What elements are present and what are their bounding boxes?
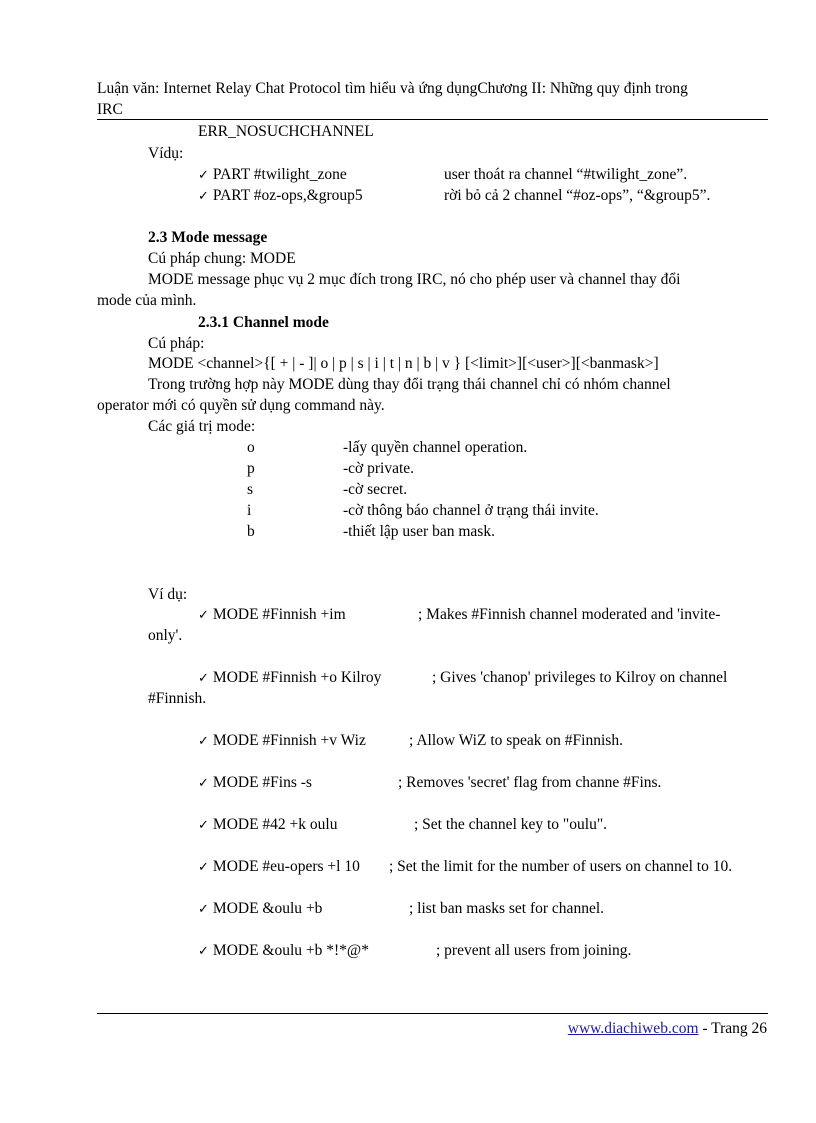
mode-example-1-desc: ; Makes #Finnish channel moderated and 'invite- <box>418 606 721 623</box>
description-line-2: operator mới có quyền sử dụng command này. <box>97 397 385 414</box>
mode-command: MODE #Finnish +im <box>212 606 346 623</box>
check-icon: ✓ <box>198 902 209 917</box>
check-icon: ✓ <box>198 776 209 791</box>
description-line-1: Trong trường hợp này MODE dùng thay đổi trạng thái channel chỉ có nhóm channel <box>148 376 671 393</box>
mode-example-3-desc: ; Allow WiZ to speak on #Finnish. <box>409 732 623 749</box>
part-example-1-desc: user thoát ra channel “#twilight_zone”. <box>444 166 688 183</box>
mode-command: MODE #eu-opers +l 10 <box>212 858 360 875</box>
website-link[interactable]: www.diachiweb.com <box>567 1020 699 1037</box>
syntax-label: Cú pháp: <box>148 335 205 352</box>
error-code: ERR_NOSUCHCHANNEL <box>198 123 374 140</box>
section-title: 2.3 Mode message <box>148 229 268 246</box>
check-icon: ✓ <box>198 734 209 749</box>
check-icon: ✓ <box>198 818 209 833</box>
mode-example-4-desc: ; Removes 'secret' flag from channe #Fins. <box>398 774 662 791</box>
check-icon: ✓ <box>198 860 209 875</box>
mode-example-7-desc: ; list ban masks set for channel. <box>409 900 604 917</box>
mode-example-3 <box>198 733 366 749</box>
footer-divider <box>97 1013 768 1014</box>
header-divider <box>97 119 768 120</box>
syntax-line: MODE <channel>{[ + | - ]| o | p | s | i | t | n | b | v } [<limit>][<user>][<banmask>] <box>148 355 659 372</box>
mode-example-2 <box>198 670 381 686</box>
mode-example-5 <box>198 817 337 833</box>
intro-line-1: MODE message phục vụ 2 mục đích trong IRC, nó cho phép user và channel thay đổi <box>148 271 681 288</box>
example2-label: Ví dụ: <box>148 586 188 603</box>
mode-flag-i: i <box>247 502 252 519</box>
part-example-1 <box>198 167 347 183</box>
mode-example-5-desc: ; Set the channel key to "oulu". <box>414 816 608 833</box>
mode-command: MODE #Finnish +v Wiz <box>212 732 366 749</box>
mode-example-8 <box>198 943 369 959</box>
part-example-2 <box>198 188 363 204</box>
mode-example-1 <box>198 607 346 623</box>
subsection-title: 2.3.1 Channel mode <box>198 314 329 331</box>
mode-example-1-cont: only'. <box>148 627 183 644</box>
mode-example-2-desc: ; Gives 'chanop' privileges to Kilroy on channel <box>432 669 728 686</box>
mode-desc-p: -cờ private. <box>343 460 415 477</box>
mode-flag-p: p <box>247 460 255 477</box>
mode-command: MODE #Fins -s <box>212 774 312 791</box>
mode-command: MODE &oulu +b <box>212 900 323 917</box>
mode-desc-s: -cờ secret. <box>343 481 408 498</box>
part-command: PART #oz-ops,&group5 <box>212 187 363 204</box>
mode-example-8-desc: ; prevent all users from joining. <box>436 942 632 959</box>
mode-flag-s: s <box>247 481 254 498</box>
mode-example-2-cont: #Finnish. <box>148 690 207 707</box>
header-line-1: Luận văn: Internet Relay Chat Protocol tìm hiểu và ứng dụngChương II: Những quy định trong <box>97 80 688 97</box>
mode-command: MODE #42 +k oulu <box>212 816 338 833</box>
page-number: - Trang 26 <box>698 1020 767 1037</box>
check-icon: ✓ <box>198 944 209 959</box>
mode-desc-o: -lấy quyền channel operation. <box>343 439 528 456</box>
part-example-2-desc: rời bỏ cả 2 channel “#oz-ops”, “&group5”. <box>444 187 711 204</box>
mode-example-7 <box>198 901 322 917</box>
part-command: PART #twilight_zone <box>212 166 347 183</box>
check-icon: ✓ <box>198 608 209 623</box>
mode-desc-i: -cờ thông báo channel ở trạng thái invite. <box>343 502 599 519</box>
mode-command: MODE &oulu +b *!*@* <box>212 942 369 959</box>
check-icon: ✓ <box>198 168 209 183</box>
syntax-general: Cú pháp chung: MODE <box>148 250 296 267</box>
mode-example-6-desc: ; Set the limit for the number of users on channel to 10. <box>389 858 733 875</box>
mode-command: MODE #Finnish +o Kilroy <box>212 669 382 686</box>
mode-example-6 <box>198 859 360 875</box>
mode-example-4 <box>198 775 312 791</box>
mode-desc-b: -thiết lập user ban mask. <box>343 523 495 540</box>
check-icon: ✓ <box>198 671 209 686</box>
intro-line-2: mode của mình. <box>97 292 197 309</box>
mode-flag-o: o <box>247 439 255 456</box>
mode-flag-b: b <box>247 523 255 540</box>
example-label: Vídụ: <box>148 145 184 162</box>
header-line-2: IRC <box>97 101 123 118</box>
footer <box>568 1021 767 1037</box>
check-icon: ✓ <box>198 189 209 204</box>
values-label: Các giá trị mode: <box>148 418 256 435</box>
